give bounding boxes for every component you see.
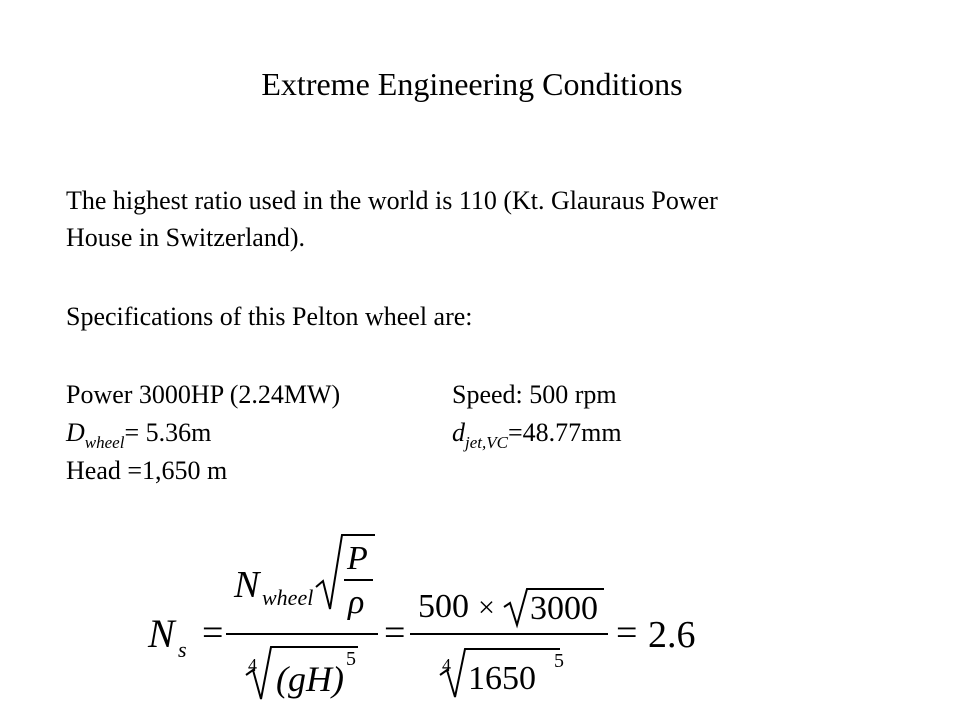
- jet-diameter-value: =48.77mm: [507, 418, 622, 447]
- wheel-diameter-subscript: wheel: [84, 433, 125, 452]
- power-spec: Power 3000HP (2.24MW): [66, 380, 341, 409]
- eq-den-value: 1650: [468, 660, 536, 697]
- eq-sqrt-numerator: P: [347, 540, 368, 577]
- eq-root-index-1: 4: [248, 655, 257, 675]
- eq-equals-2: =: [384, 612, 406, 654]
- eq-den-exponent: 5: [346, 648, 356, 670]
- head-spec: Head =1,650 m: [66, 456, 228, 485]
- slide-title: Extreme Engineering Conditions: [261, 66, 683, 102]
- eq-den-inner: (gH): [276, 659, 344, 699]
- eq-num-symbol: N: [234, 564, 260, 606]
- eq-num-value-1: 500: [418, 588, 469, 625]
- eq-equals-1: =: [202, 612, 224, 654]
- jet-diameter-spec: [452, 415, 622, 461]
- eq-num-subscript: wheel: [262, 585, 314, 610]
- eq-equals-3: =: [616, 612, 638, 654]
- eq-num-value-2: 3000: [530, 590, 598, 627]
- eq-sqrt-denominator: ρ: [348, 584, 365, 621]
- eq-lhs-symbol: N: [148, 611, 175, 656]
- eq-den-value-exponent: 5: [554, 650, 564, 672]
- paragraph-line-1: The highest ratio used in the world is 110 (Kt. Glauraus Power: [66, 186, 718, 215]
- eq-lhs-subscript: s: [178, 637, 187, 662]
- speed-spec: Speed: 500 rpm: [452, 380, 617, 409]
- specs-heading: Specifications of this Pelton wheel are:: [66, 302, 473, 331]
- eq-root-index-2: 4: [442, 655, 451, 675]
- specific-speed-equation: [120, 525, 760, 715]
- eq-times: ×: [478, 591, 495, 624]
- wheel-diameter-symbol: D: [66, 418, 85, 447]
- jet-diameter-subscript: jet,VC: [465, 433, 508, 452]
- paragraph-line-2: House in Switzerland).: [66, 223, 306, 252]
- jet-diameter-symbol: d: [452, 418, 465, 447]
- eq-result: 2.6: [648, 614, 696, 656]
- wheel-diameter-value: = 5.36m: [124, 418, 212, 447]
